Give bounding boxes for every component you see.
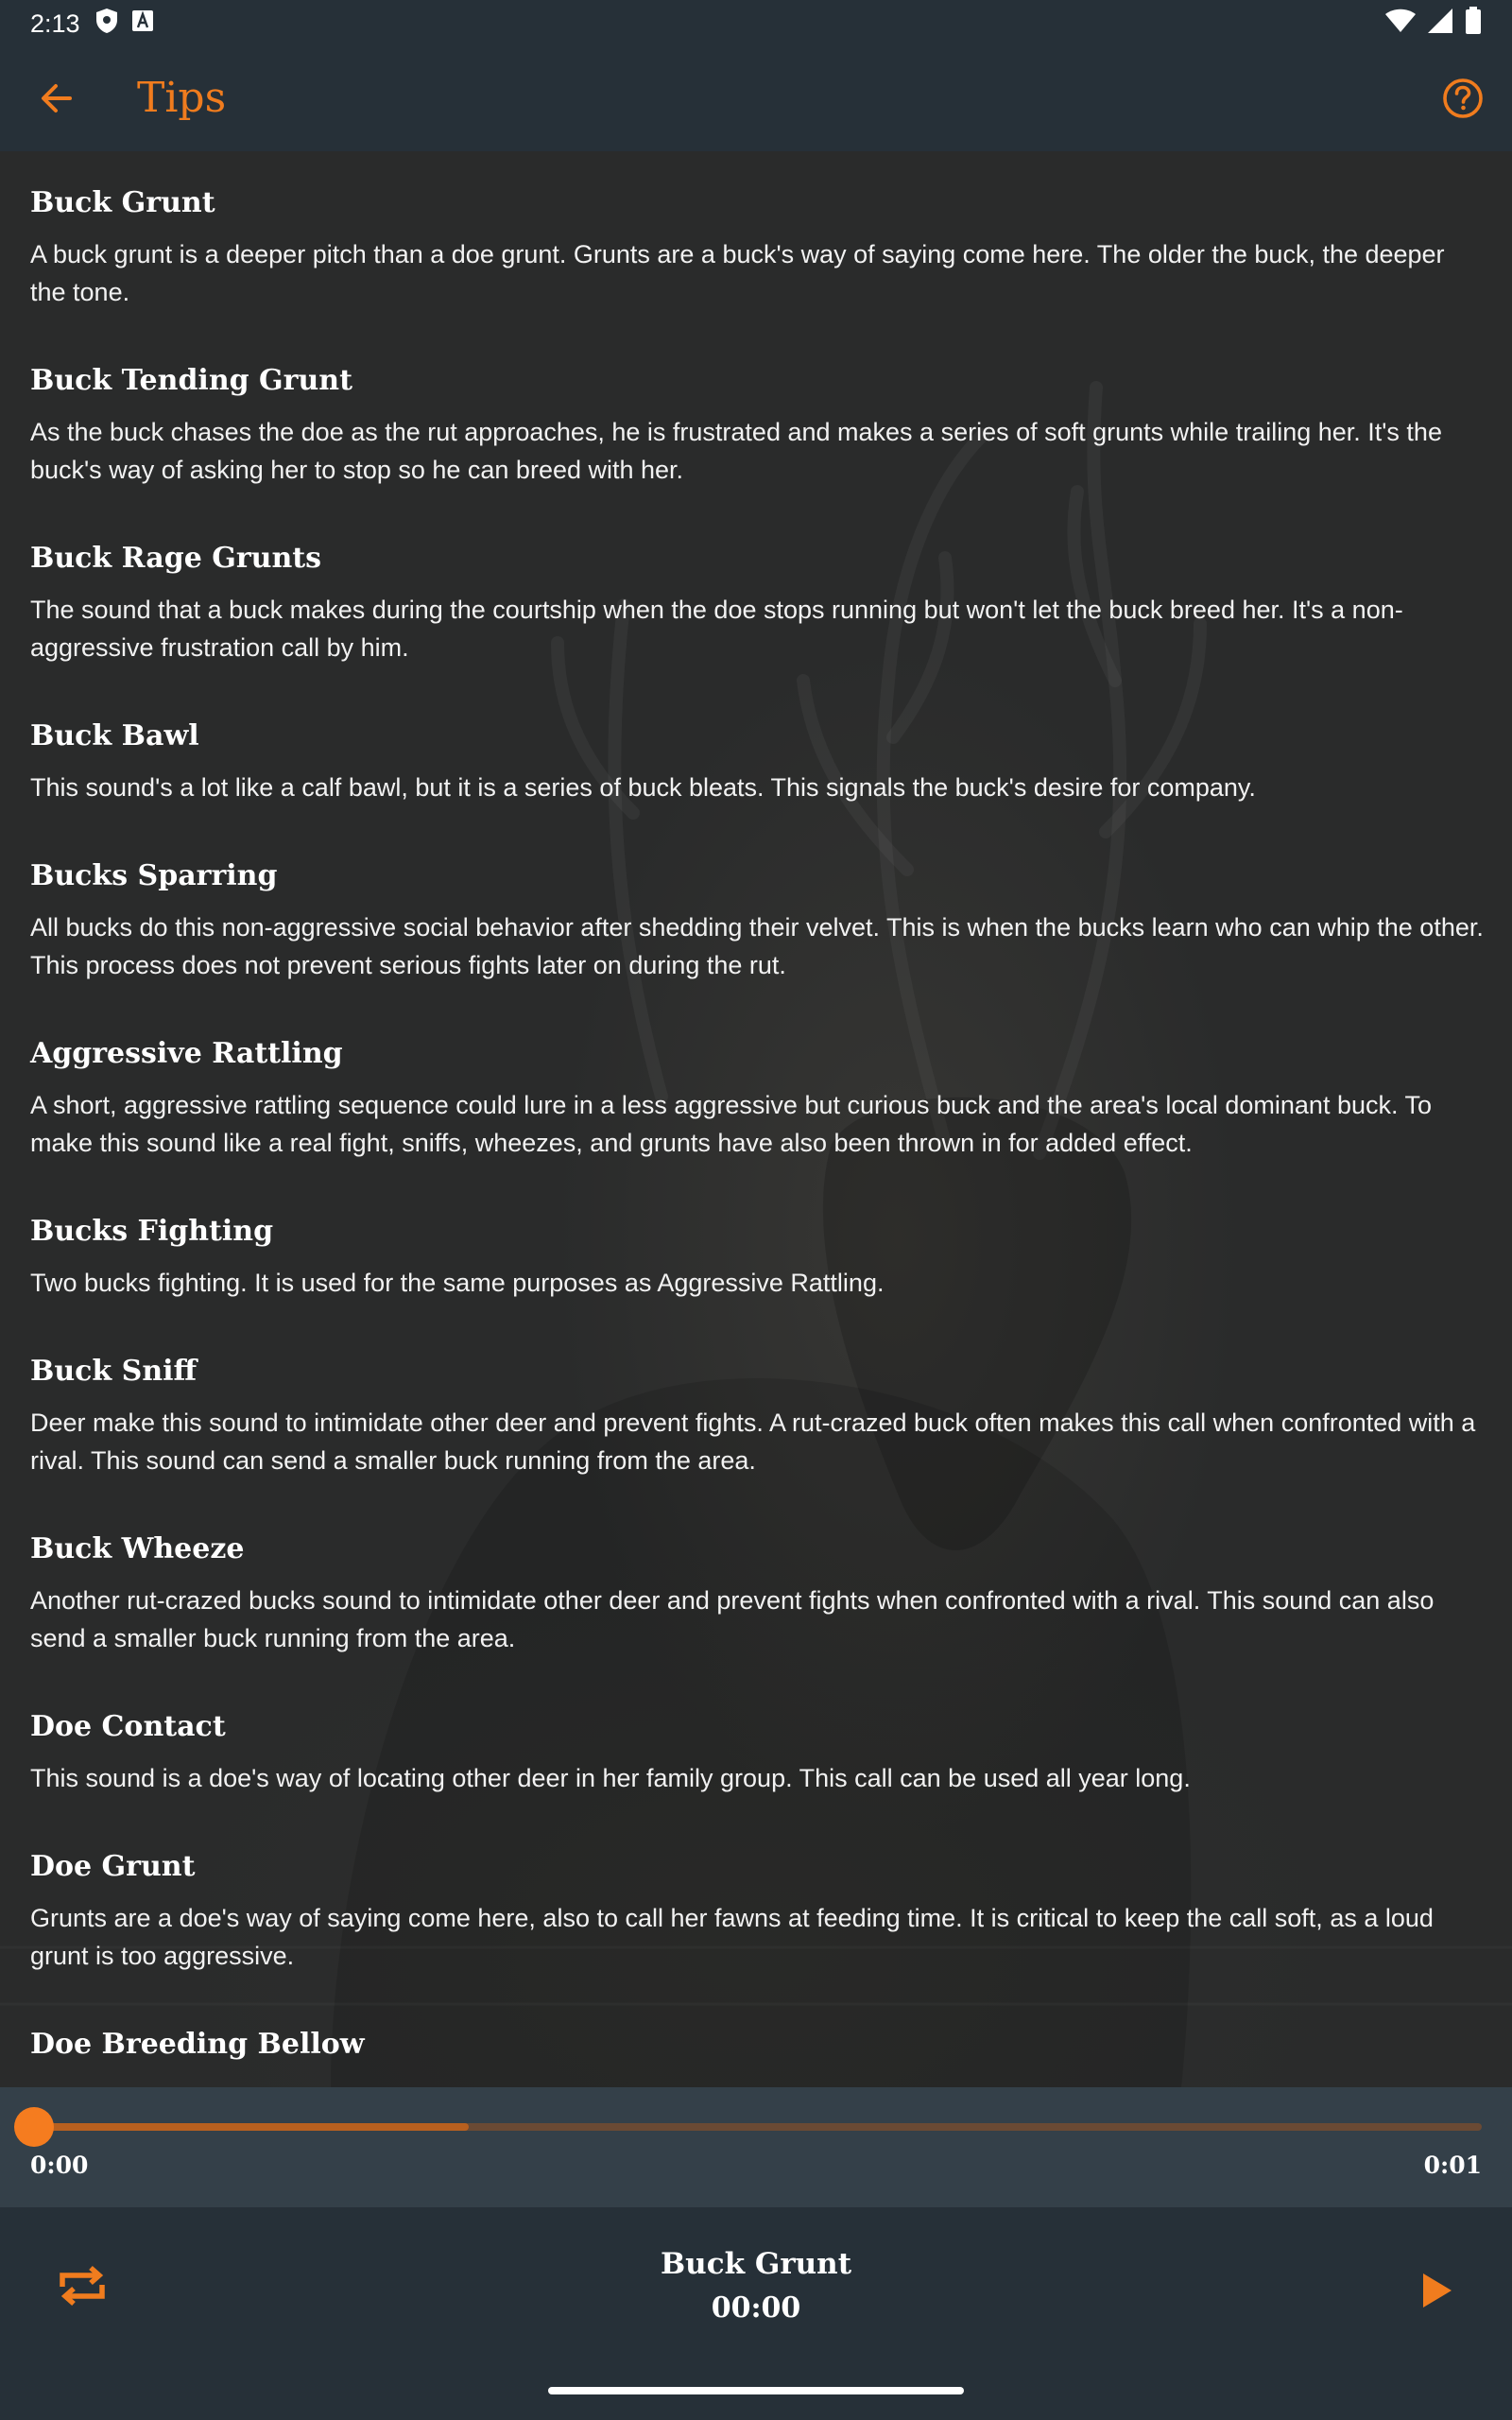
play-button[interactable]: [1408, 2262, 1465, 2319]
tip-body: The sound that a buck makes during the courtship when the doe stops running but won't let the buck breed her. It's a non-aggressive frustration call by him.: [30, 596, 1403, 662]
status-bar: [0, 0, 1512, 47]
tip-body: This sound's a lot like a calf bawl, but it is a series of buck bleats. This signals the buck's desire for company.: [30, 773, 1256, 802]
signal-icon: [1427, 8, 1453, 41]
seek-track[interactable]: [34, 2123, 1482, 2131]
tip-title: Buck Rage Grunts: [30, 542, 322, 575]
tip-item: [30, 362, 1486, 489]
status-time: 2:13: [30, 9, 80, 38]
back-button[interactable]: [26, 68, 87, 129]
tip-body: As the buck chases the doe as the rut approaches, he is frustrated and makes a series of soft grunts while trailing her. It's the buck's way of asking her to stop so he can breed with her.: [30, 418, 1442, 484]
tip-item: [30, 1213, 1486, 1302]
tip-title: Bucks Fighting: [30, 1215, 274, 1248]
play-icon: [1418, 2270, 1455, 2311]
tip-body: Two bucks fighting. It is used for the same purposes as Aggressive Rattling.: [30, 1269, 885, 1297]
tip-item: [30, 717, 1486, 806]
tip-title: Doe Breeding Bellow: [30, 2028, 365, 2061]
tip-title: Buck Tending Grunt: [30, 364, 352, 397]
tip-item: [30, 184, 1486, 311]
wifi-icon: [1385, 9, 1416, 40]
position-time: 0:00: [30, 2152, 89, 2179]
arrow-left-icon: [38, 79, 76, 117]
tip-body: Deer make this sound to intimidate other deer and prevent fights. A rut-crazed buck often makes this call when confronted with a rival. This sound can send a smaller buck running from the area.: [30, 1409, 1476, 1475]
now-playing-time: 00:00: [711, 2291, 801, 2325]
tip-item: [30, 1708, 1486, 1797]
tip-item: [30, 1035, 1486, 1162]
seek-buffer: [34, 2123, 469, 2131]
tip-title: Buck Wheeze: [30, 1532, 245, 1565]
home-indicator[interactable]: [548, 2387, 964, 2394]
page-title: Tips: [137, 74, 227, 122]
seek-thumb[interactable]: [14, 2107, 54, 2147]
tip-body: A buck grunt is a deeper pitch than a doe grunt. Grunts are a buck's way of saying come here. The older the buck, the deeper the tone.: [30, 240, 1445, 306]
status-icons: [1385, 7, 1482, 42]
tip-title: Bucks Sparring: [30, 859, 278, 892]
tip-body: All bucks do this non-aggressive social behavior after shedding their velvet. This is when the bucks learn who can whip the other. This process does not prevent serious fights later on during the rut.: [30, 913, 1484, 979]
tips-content[interactable]: [0, 151, 1512, 2087]
shield-icon: [95, 8, 118, 41]
help-button[interactable]: [1435, 70, 1491, 127]
tip-title: Buck Bawl: [30, 719, 199, 752]
tip-body: Another rut-crazed bucks sound to intimidate other deer and prevent fights when confronted with a rival. This sound can also send a smaller buck running from the area.: [30, 1586, 1435, 1652]
help-circle-icon: [1441, 77, 1485, 120]
battery-icon: [1465, 7, 1482, 42]
tip-title: Doe Contact: [30, 1710, 226, 1743]
tips-list: [30, 184, 1486, 2087]
tip-title: Buck Grunt: [30, 186, 215, 219]
player-controls: [0, 2207, 1512, 2420]
tip-item: [30, 2026, 1486, 2064]
tip-body: This sound is a doe's way of locating other deer in her family group. This call can be used all year long.: [30, 1764, 1191, 1792]
tip-title: Doe Grunt: [30, 1850, 196, 1883]
tip-title: Buck Sniff: [30, 1355, 198, 1388]
tip-item: [30, 1848, 1486, 1975]
tip-item: [30, 1353, 1486, 1479]
tip-item: [30, 1530, 1486, 1657]
duration-time: 0:01: [1423, 2152, 1482, 2179]
tip-item: [30, 540, 1486, 666]
tip-item: [30, 857, 1486, 984]
tip-body: A short, aggressive rattling sequence could lure in a less aggressive but curious buck and the area's local dominant buck. To make this sound like a real fight, sniffs, wheezes, and grunts have also been thrown in for added effect.: [30, 1091, 1433, 1157]
now-playing-title: Buck Grunt: [660, 2247, 852, 2281]
tip-title: Aggressive Rattling: [30, 1037, 343, 1070]
seek-bar-panel: [0, 2087, 1512, 2207]
app-bar: [0, 47, 1512, 151]
tip-body: Grunts are a doe's way of saying come here, also to call her fawns at feeding time. It is critical to keep the call soft, as a loud grunt is too aggressive.: [30, 1904, 1434, 1970]
a-box-icon: [131, 9, 154, 39]
